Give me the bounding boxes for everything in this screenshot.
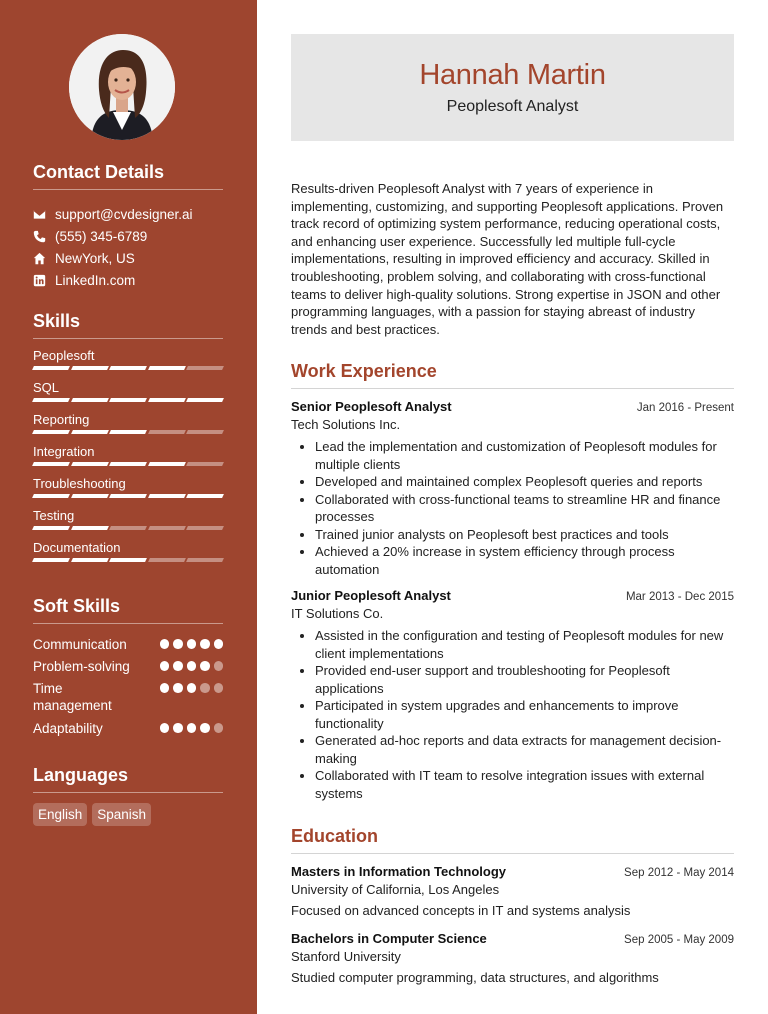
- languages-heading: Languages: [33, 765, 223, 793]
- contact-email-text: support@cvdesigner.ai: [55, 206, 193, 222]
- job-bullets: [291, 438, 734, 578]
- job-bullet: • Collaborated with IT team to resolve integration issues with external systems: [315, 767, 734, 802]
- skill-level-segment: [186, 558, 223, 562]
- skill-level-segment: [32, 366, 69, 370]
- job-bullet: • Generated ad-hoc reports and data extracts for management decision-making: [315, 732, 734, 767]
- rating-dot: [200, 723, 210, 733]
- rating-dot: [187, 723, 197, 733]
- skill-level-segment: [71, 494, 108, 498]
- job-bullets: [291, 627, 734, 802]
- skill-level-bar: [33, 558, 223, 562]
- sidebar: [0, 0, 257, 1014]
- skill-level-segment: [148, 558, 185, 562]
- rating-dot: [160, 683, 170, 693]
- skill-item: [33, 339, 223, 371]
- soft-skill-name: Time management: [33, 681, 112, 713]
- rating-dot: [187, 661, 197, 671]
- work-experience-heading: Work Experience: [291, 361, 734, 389]
- skill-level-segment: [186, 398, 223, 402]
- skill-level-bar: [33, 430, 223, 434]
- skill-item: [33, 467, 223, 499]
- contact-email[interactable]: [33, 203, 223, 225]
- linkedin-icon: [33, 274, 55, 287]
- skill-item: [33, 371, 223, 403]
- contact-linkedin[interactable]: [33, 269, 223, 291]
- education-description: Studied computer programming, data structures, and algorithms: [291, 970, 659, 985]
- contact-location-text: NewYork, US: [55, 250, 135, 266]
- skill-name: Reporting: [33, 412, 90, 427]
- rating-dot: [187, 683, 197, 693]
- education-dates: Sep 2012 - May 2014: [624, 867, 734, 879]
- skill-level-segment: [148, 430, 185, 434]
- skill-item: [33, 531, 223, 563]
- contact-heading: Contact Details: [33, 162, 223, 190]
- education-heading: Education: [291, 826, 734, 854]
- rating-dot: [187, 639, 197, 649]
- skill-level-segment: [71, 558, 108, 562]
- skill-level-segment: [148, 462, 185, 466]
- education-entry-bachelors: [291, 931, 734, 985]
- contact-linkedin-text: LinkedIn.com: [55, 272, 136, 288]
- rating-dot: [200, 683, 210, 693]
- rating-dot: [173, 723, 183, 733]
- skills-section: [33, 311, 223, 563]
- soft-skill-name: Communication: [33, 637, 127, 652]
- rating-dot: [200, 661, 210, 671]
- school-name: Stanford University: [291, 949, 401, 964]
- rating-dot: [160, 639, 170, 649]
- job-dates: Jan 2016 - Present: [636, 402, 734, 414]
- skill-level-segment: [109, 494, 146, 498]
- rating-dot: [214, 683, 224, 693]
- skill-level-segment: [186, 494, 223, 498]
- education-dates: Sep 2005 - May 2009: [624, 934, 734, 946]
- phone-icon: [33, 230, 55, 243]
- job-bullet: • Achieved a 20% increase in system efficiency through process automation: [315, 543, 734, 578]
- skill-level-bar: [33, 494, 223, 498]
- skill-level-segment: [186, 526, 223, 530]
- degree-title: Bachelors in Computer Science: [291, 931, 487, 946]
- language-chip: Spanish: [92, 803, 151, 826]
- rating-dot: [214, 723, 224, 733]
- skill-level-segment: [71, 526, 108, 530]
- soft-skill-rating: [160, 680, 224, 693]
- soft-skill-item: [33, 658, 223, 680]
- envelope-icon: [33, 208, 55, 221]
- profile-photo: [69, 34, 175, 140]
- rating-dot: [173, 661, 183, 671]
- job-bullet: • Trained junior analysts on Peoplesoft best practices and tools: [315, 526, 734, 544]
- soft-skill-name: Problem-solving: [33, 659, 130, 674]
- contact-section: [33, 162, 223, 291]
- skill-level-segment: [148, 494, 185, 498]
- professional-summary: Results-driven Peoplesoft Analyst with 7 years of experience in implementing, customizing, and supporting Peoplesoft applications. Proven track record of optimizing system performance, reducing operational costs, and enhancing user experience. Successfully led multiple full-cycle implementations, resulting in improved efficiency and accuracy. Skilled in troubleshooting, problem solving, and collaborating with cross-functional teams to deliver high-quality solutions. Strong expertise in JSON and other programming languages, with a passion for staying abreast of industry trends and best practices.: [291, 181, 724, 337]
- job-company: Tech Solutions Inc.: [291, 417, 401, 432]
- job-title: Junior Peoplesoft Analyst: [291, 588, 451, 603]
- skill-level-segment: [71, 366, 108, 370]
- skill-item: [33, 499, 223, 531]
- resume-header: [291, 34, 734, 141]
- job-bullet: • Assisted in the configuration and testing of Peoplesoft modules for new client implementations: [315, 627, 734, 662]
- soft-skill-rating: [160, 636, 224, 649]
- soft-skill-item: [33, 636, 223, 658]
- candidate-name: Hannah Martin: [419, 59, 606, 91]
- skill-level-segment: [186, 366, 223, 370]
- rating-dot: [173, 639, 183, 649]
- rating-dot: [173, 683, 183, 693]
- skill-level-segment: [109, 462, 146, 466]
- skill-level-segment: [32, 398, 69, 402]
- avatar-illustration: [69, 34, 175, 140]
- soft-skills-section: [33, 596, 223, 742]
- home-icon: [33, 252, 55, 265]
- skill-level-segment: [109, 430, 146, 434]
- skill-name: SQL: [33, 380, 60, 395]
- soft-skills-list: [33, 636, 223, 742]
- skill-level-segment: [109, 366, 146, 370]
- skill-item: [33, 435, 223, 467]
- soft-skill-item: [33, 720, 223, 742]
- contact-location: [33, 247, 223, 269]
- job-bullet: • Lead the implementation and customization of Peoplesoft modules for multiple clients: [315, 438, 734, 473]
- education-description: Focused on advanced concepts in IT and systems analysis: [291, 903, 631, 918]
- job-title: Senior Peoplesoft Analyst: [291, 399, 452, 414]
- skill-name: Documentation: [33, 540, 121, 555]
- job-entry-senior: [291, 399, 734, 578]
- job-company: IT Solutions Co.: [291, 606, 384, 621]
- skill-level-segment: [109, 526, 146, 530]
- soft-skill-rating: [160, 720, 224, 733]
- soft-skills-heading: Soft Skills: [33, 596, 223, 624]
- rating-dot: [160, 723, 170, 733]
- candidate-title: Peoplesoft Analyst: [446, 98, 579, 115]
- skill-level-segment: [32, 494, 69, 498]
- skill-level-bar: [33, 526, 223, 530]
- languages-section: [33, 765, 223, 826]
- skill-name: Testing: [33, 508, 75, 523]
- education-entry-masters: [291, 864, 734, 918]
- soft-skill-item: [33, 680, 223, 720]
- rating-dot: [214, 639, 224, 649]
- skill-level-segment: [32, 430, 69, 434]
- skill-level-segment: [148, 398, 185, 402]
- skill-level-bar: [33, 462, 223, 466]
- language-chip: English: [33, 803, 87, 826]
- skill-name: Troubleshooting: [33, 476, 126, 491]
- skill-item: [33, 403, 223, 435]
- skill-level-segment: [71, 430, 108, 434]
- rating-dot: [160, 661, 170, 671]
- skill-level-bar: [33, 366, 223, 370]
- job-bullet: • Provided end-user support and troubleshooting for Peoplesoft applications: [315, 662, 734, 697]
- skill-name: Peoplesoft: [33, 348, 95, 363]
- soft-skill-rating: [160, 658, 224, 671]
- skill-name: Integration: [33, 444, 95, 459]
- skill-level-segment: [109, 558, 146, 562]
- skill-level-segment: [109, 398, 146, 402]
- degree-title: Masters in Information Technology: [291, 864, 507, 879]
- contact-phone-text: (555) 345-6789: [55, 228, 148, 244]
- job-dates: Mar 2013 - Dec 2015: [625, 591, 734, 603]
- skill-level-segment: [148, 526, 185, 530]
- skills-heading: Skills: [33, 311, 223, 339]
- contact-phone[interactable]: [33, 225, 223, 247]
- skills-list: [33, 339, 223, 563]
- job-entry-junior: [291, 588, 734, 802]
- skill-level-segment: [32, 526, 69, 530]
- skill-level-segment: [32, 558, 69, 562]
- skill-level-segment: [186, 462, 223, 466]
- job-bullet: • Developed and maintained complex Peoplesoft queries and reports: [315, 473, 734, 491]
- rating-dot: [214, 661, 224, 671]
- skill-level-segment: [71, 398, 108, 402]
- school-name: University of California, Los Angeles: [291, 882, 500, 897]
- skill-level-segment: [71, 462, 108, 466]
- skill-level-segment: [32, 462, 69, 466]
- skill-level-bar: [33, 398, 223, 402]
- job-bullet: • Participated in system upgrades and enhancements to improve functionality: [315, 697, 734, 732]
- soft-skill-name: Adaptability: [33, 721, 103, 736]
- rating-dot: [200, 639, 210, 649]
- languages-list: [33, 803, 223, 826]
- skill-level-segment: [148, 366, 185, 370]
- skill-level-segment: [186, 430, 223, 434]
- job-bullet: • Collaborated with cross-functional teams to streamline HR and finance processes: [315, 491, 734, 526]
